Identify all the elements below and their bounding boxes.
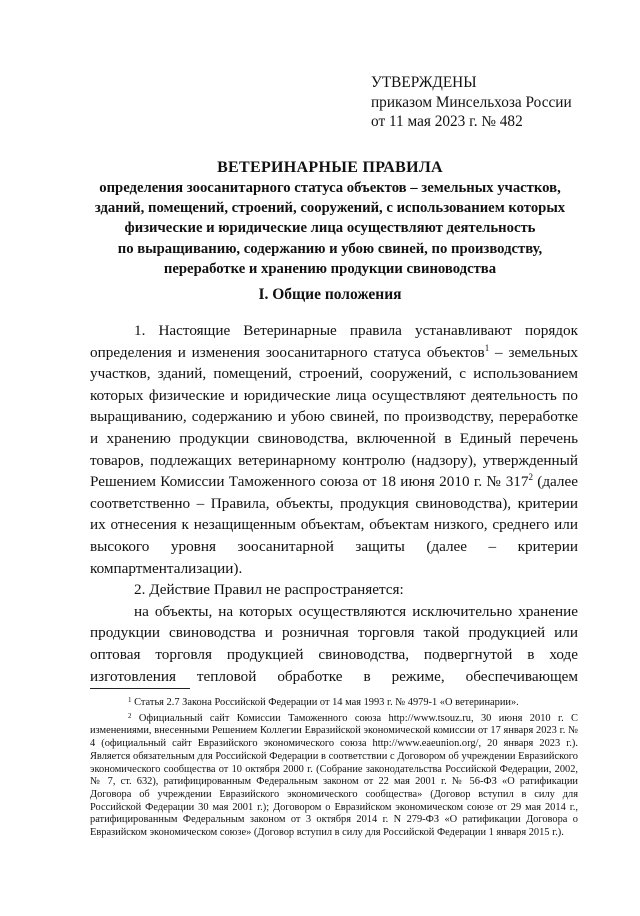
document-title-line: переработке и хранению продукции свиноводства xyxy=(163,260,497,277)
paragraph-3: на объекты, на которых осуществляются исключительно хранение продукции свиноводства и розничная торговля такой продукцией или оптовая торговля продукцией свиноводства, подвергнутой в ходе изготовления тепловой обработке в режиме, обеспечивающем xyxy=(90,602,578,685)
footnotes xyxy=(90,694,578,840)
section-heading: I. Общие положения xyxy=(258,286,402,303)
paragraph-1-text-c: (далее соответственно – Правила, объекты, продукция свиноводства), критерии их отнесения к незащищенным объектам, объектам низкого, среднего или высокого уровня зоосанитарной защиты (далее – критерии компартментализации). xyxy=(90,473,578,577)
paragraph-1-text-b: – земельных участков, зданий, помещений, строений, сооружений, с использованием которых физические и юридические лица осуществляют деятельность по выращиванию, содержанию и убою свиней, по производству, переработке и хранению продукции свиноводства, включенной в Единый перечень товаров, подлежащих ветеринарному контролю (надзору), утвержденный Решением Комиссии Таможенного союза от 18 июня 2010 г. № 317 xyxy=(90,343,578,491)
approval-line-2: приказом Минсельхоза России xyxy=(371,93,572,111)
document-title xyxy=(60,158,600,279)
footnote-1-mark: 1 xyxy=(128,696,132,704)
document-body xyxy=(90,320,578,687)
document-title-line: физические и юридические лица осуществляют деятельность xyxy=(124,220,536,237)
footnote-2 xyxy=(90,710,578,840)
approval-stamp xyxy=(371,73,572,132)
footnote-ref-2: 2 xyxy=(528,472,533,483)
footnote-2-text: Официальный сайт Комиссии Таможенного союза http://www.tsouz.ru, 30 июня 2010 г. С изменениями, внесенными Решением Коллегии Евразийской экономической комиссии от 17 января 2023 г. № 4 (официальный сайт Евразийского экономического союза http://www.eaeunion.org/, 20 января 2023 г.). Является обязательным для Российской Федерации в соответствии с Договором об учреждении Евразийского экономического сообщества от 10 октября 2000 г. (Собрание законодательства Российской Федерации, 2002, № 7, ст. 632), ратифицированным Федеральным законом от 22 мая 2001 г. № 56-ФЗ «О ратификации Договора об учреждении Евразийского экономического сообщества» (Договор вступил в силу для Российской Федерации 30 мая 2001 г.); Договором о Евразийском экономическом союзе от 29 мая 2014 г., ратифицированным Федеральным законом от 3 октября 2014 г. N 279-ФЗ «О ратификации Договора о Евразийском экономическом союзе» (Договор вступил в силу для Российской Федерации 1 января 2015 г.). xyxy=(90,712,578,839)
paragraph-1-text-a: 1. Настоящие Ветеринарные правила устанавливают порядок определения и изменения зоосанитарного статуса объектов xyxy=(90,322,578,361)
footnote-divider xyxy=(90,688,190,689)
footnote-1 xyxy=(90,694,578,710)
footnote-1-text: Статья 2.7 Закона Российской Федерации от 14 мая 1993 г. № 4979-1 «О ветеринарии». xyxy=(131,697,519,708)
document-title-line: зданий, помещений, строений, сооружений, с использованием которых xyxy=(94,200,566,217)
approval-line-1: УТВЕРЖДЕНЫ xyxy=(371,74,477,91)
document-title-line: по выращиванию, содержанию и убою свиней, по производству, xyxy=(117,240,543,257)
footnote-2-mark: 2 xyxy=(128,711,132,720)
paragraph-2: 2. Действие Правил не распространяется: xyxy=(134,581,404,599)
paragraph-1 xyxy=(90,320,578,579)
approval-line-3: от 11 мая 2023 г. № 482 xyxy=(371,113,523,130)
document-title-line: определения зоосанитарного статуса объектов – земельных участков, xyxy=(99,180,561,196)
document-title-main: ВЕТЕРИНАРНЫЕ ПРАВИЛА xyxy=(217,159,443,176)
footnote-ref-1: 1 xyxy=(484,342,490,353)
